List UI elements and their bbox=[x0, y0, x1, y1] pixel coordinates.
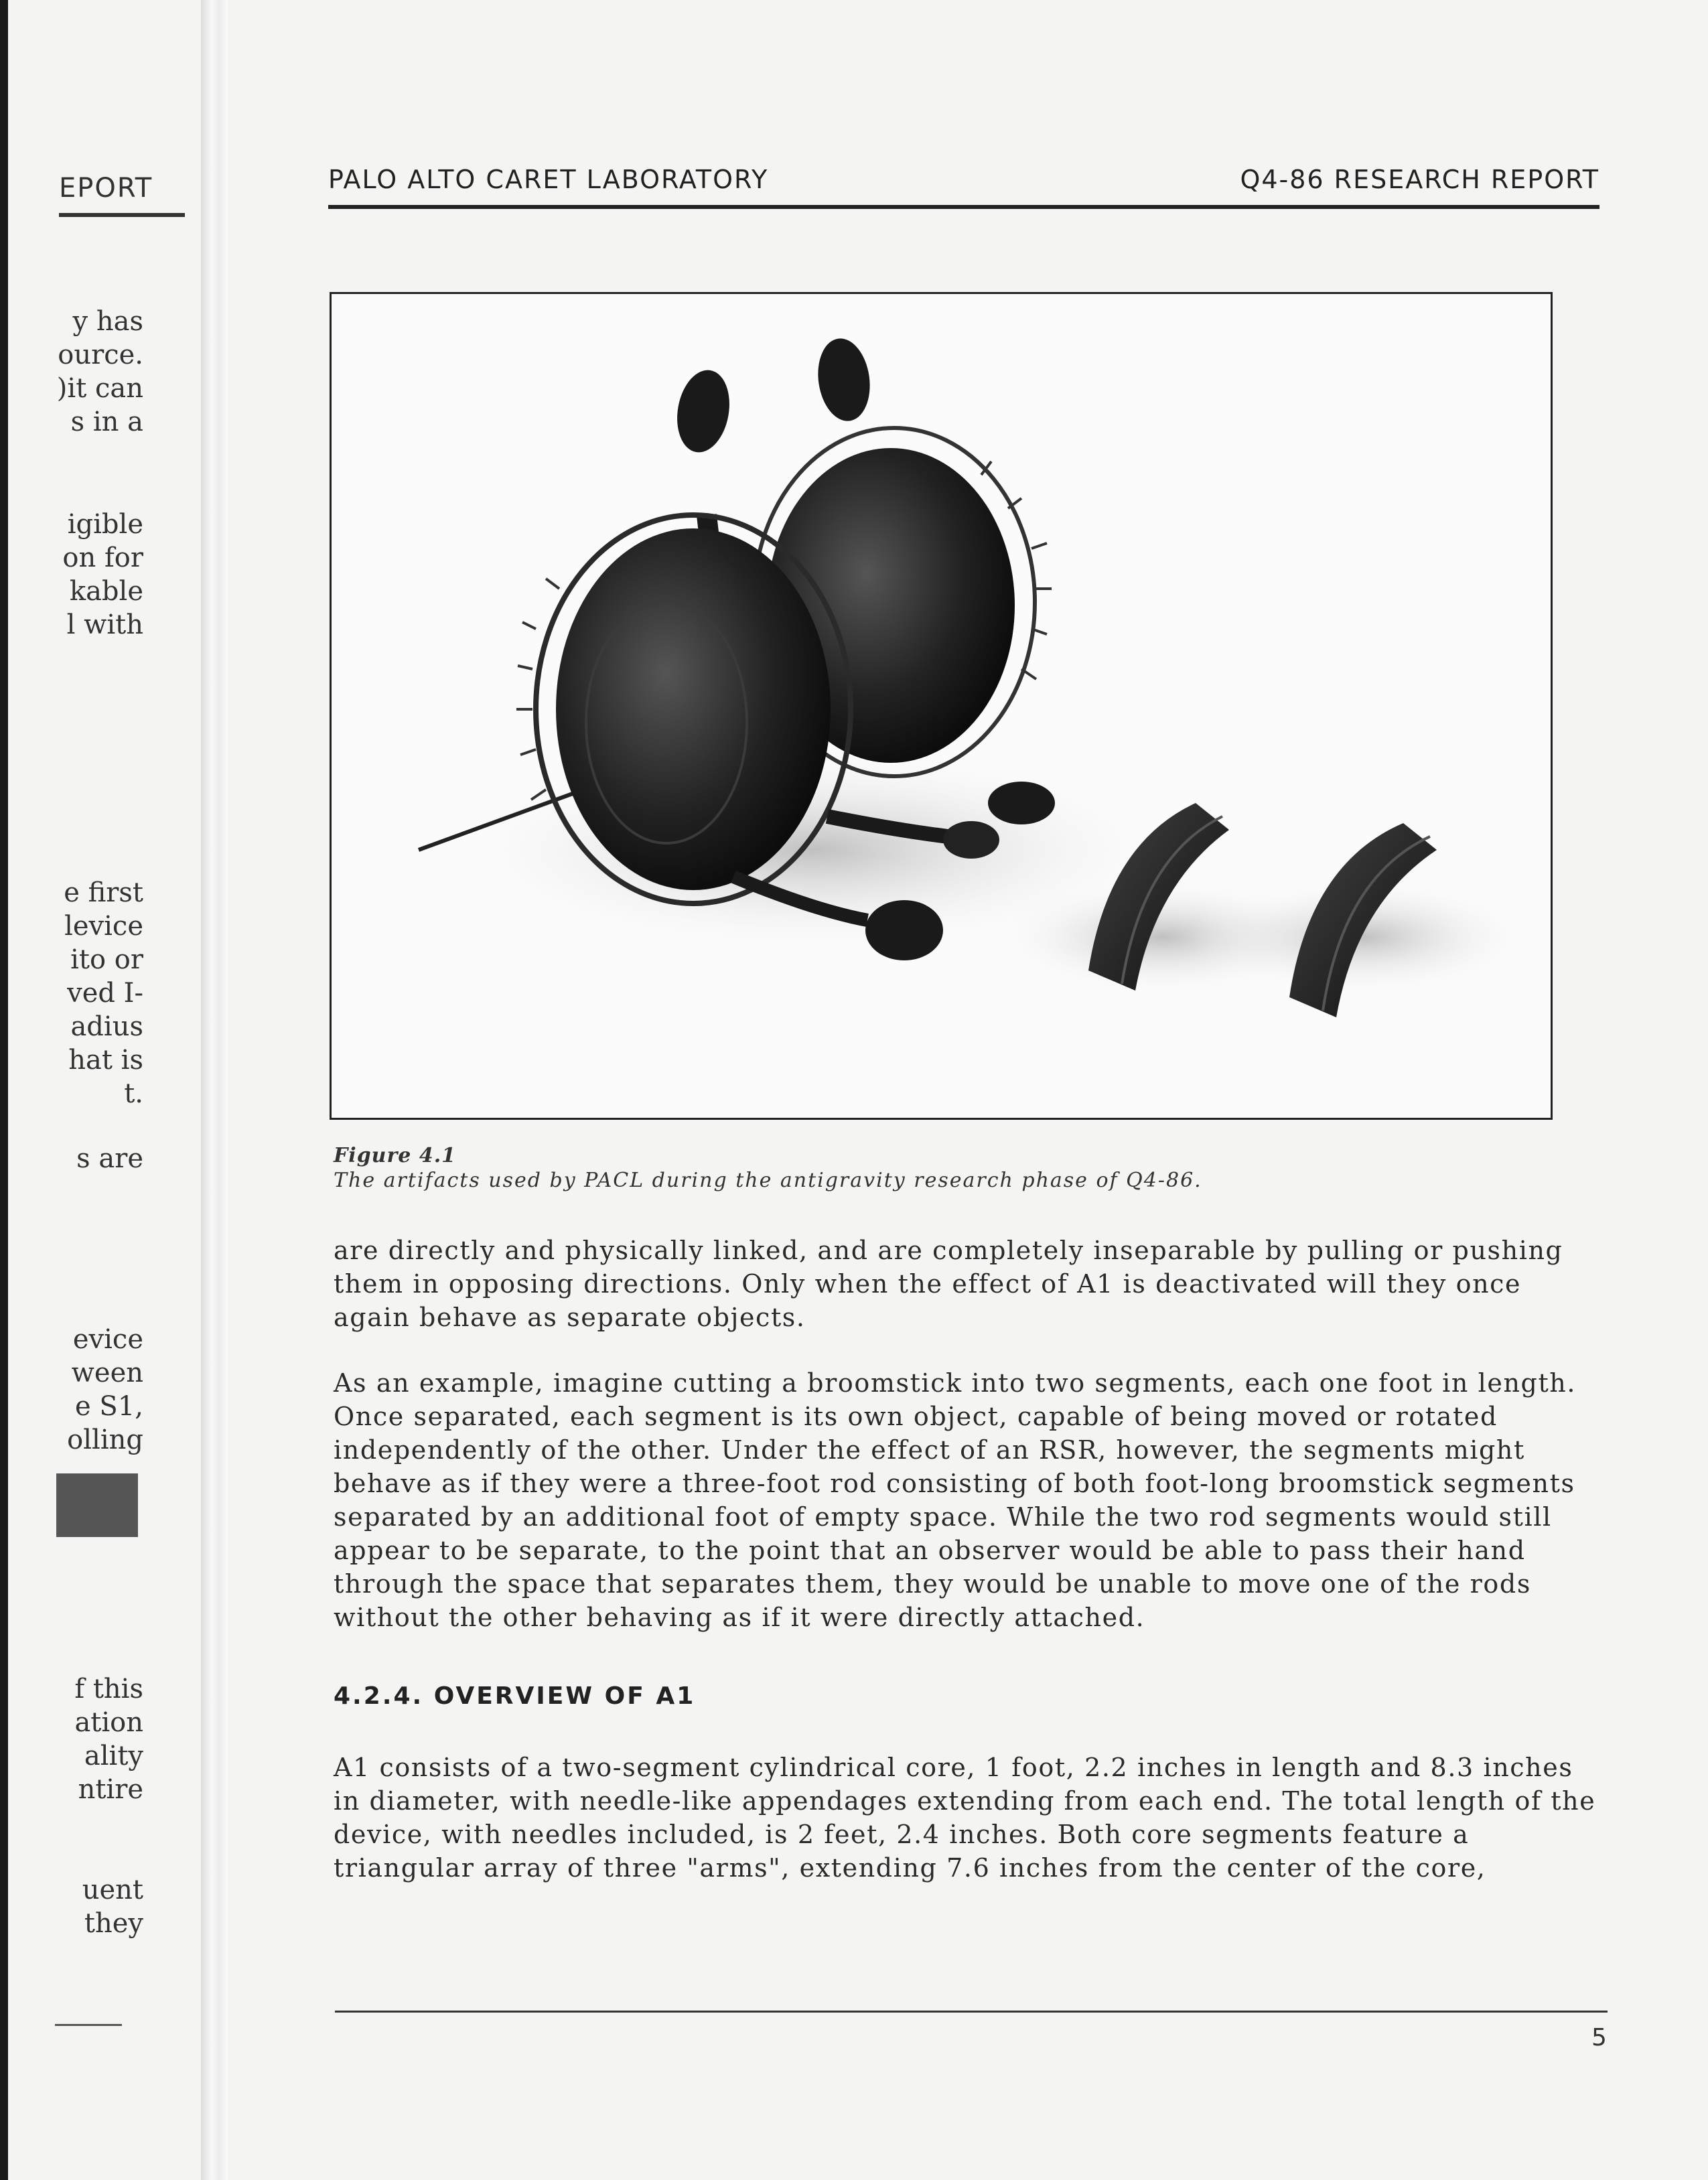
figure-frame bbox=[330, 292, 1553, 1120]
previous-page-line: s are bbox=[76, 1143, 143, 1174]
previous-page-line: igible bbox=[67, 509, 143, 540]
previous-page-line: y has bbox=[72, 306, 143, 337]
previous-page-line: olling bbox=[67, 1425, 143, 1455]
previous-page-line: kable bbox=[69, 576, 143, 607]
scan-edge bbox=[0, 0, 8, 2180]
previous-page-line: evice bbox=[72, 1324, 143, 1355]
previous-page-fragment bbox=[40, 0, 174, 2180]
previous-page-footer-rule bbox=[55, 2024, 122, 2026]
previous-page-line: ality bbox=[84, 1741, 143, 1771]
page-number: 5 bbox=[1591, 2024, 1607, 2051]
figure-label: Figure 4.1 bbox=[334, 1144, 457, 1167]
previous-page-line: l with bbox=[66, 609, 143, 640]
previous-page-line: s in a bbox=[70, 407, 143, 437]
body-paragraph-2: As an example, imagine cutting a broomstick into two segments, each one foot in length. Once separated, each segment is its own object, capable of being moved or rotated independently of the other. Under the effect of an RSR, however, the segments might behave as if they were a three-foot rod consisting of both foot-long broomstick segments separated by an additional foot of empty space. While the two rod segments would still appear to be separate, to the point that an observer would be able to pass their hand through the space that separates them, they would be unable to move one of the rods without the other behaving as if it were directly attached. bbox=[334, 1368, 1577, 1632]
previous-page-header-rule bbox=[59, 213, 185, 217]
previous-page-line: adius bbox=[70, 1011, 143, 1042]
previous-page-redaction-block bbox=[56, 1473, 138, 1537]
previous-page-line: uent bbox=[82, 1875, 143, 1905]
previous-page-line: on for bbox=[62, 542, 143, 573]
footer-rule bbox=[335, 2011, 1608, 2013]
previous-page-line: e S1, bbox=[75, 1391, 143, 1422]
previous-page-line: e first bbox=[64, 877, 143, 908]
previous-page-line: ito or bbox=[70, 944, 143, 975]
running-header bbox=[328, 165, 1599, 205]
artifact-photo bbox=[332, 294, 1551, 1118]
header-lab-name: PALO ALTO CARET LABORATORY bbox=[328, 165, 769, 194]
previous-page-line: )it can bbox=[56, 373, 143, 404]
previous-page-line: they bbox=[84, 1908, 143, 1939]
previous-page-line: ation bbox=[74, 1707, 143, 1738]
previous-page-line: t. bbox=[124, 1078, 143, 1109]
previous-page-line: levice bbox=[64, 911, 143, 942]
previous-page-line: ween bbox=[71, 1358, 143, 1388]
body-paragraph-1: are directly and physically linked, and are completely inseparable by pulling or pushing them in opposing directions. Only when the effect of A1 is deactivated will they once again behave as separate objects. bbox=[334, 1236, 1563, 1332]
figure-caption bbox=[334, 1144, 1539, 1192]
previous-page-header: EPORT bbox=[59, 173, 153, 204]
previous-page-line: f this bbox=[74, 1674, 143, 1704]
previous-page-line: ource. bbox=[58, 340, 143, 370]
figure-caption-text: The artifacts used by PACL during the antigravity research phase of Q4-86. bbox=[334, 1169, 1202, 1192]
previous-page-line: ntire bbox=[78, 1774, 143, 1805]
header-report-title: Q4-86 RESEARCH REPORT bbox=[1240, 165, 1599, 194]
header-rule bbox=[328, 205, 1599, 209]
previous-page-line: ved I- bbox=[67, 978, 143, 1009]
previous-page-line: hat is bbox=[68, 1045, 143, 1076]
section-paragraph: A1 consists of a two-segment cylindrical core, 1 foot, 2.2 inches in length and 8.3 inches in diameter, with needle-like appendages extending from each end. The total length of the device, with needles included, is 2 feet, 2.4 inches. Both core segments feature a triangular array of three "arms", extending 7.6 inches from the center of the core, bbox=[334, 1753, 1596, 1883]
section-heading: 4.2.4. OVERVIEW OF A1 bbox=[334, 1682, 696, 1710]
book-gutter bbox=[201, 0, 228, 2180]
